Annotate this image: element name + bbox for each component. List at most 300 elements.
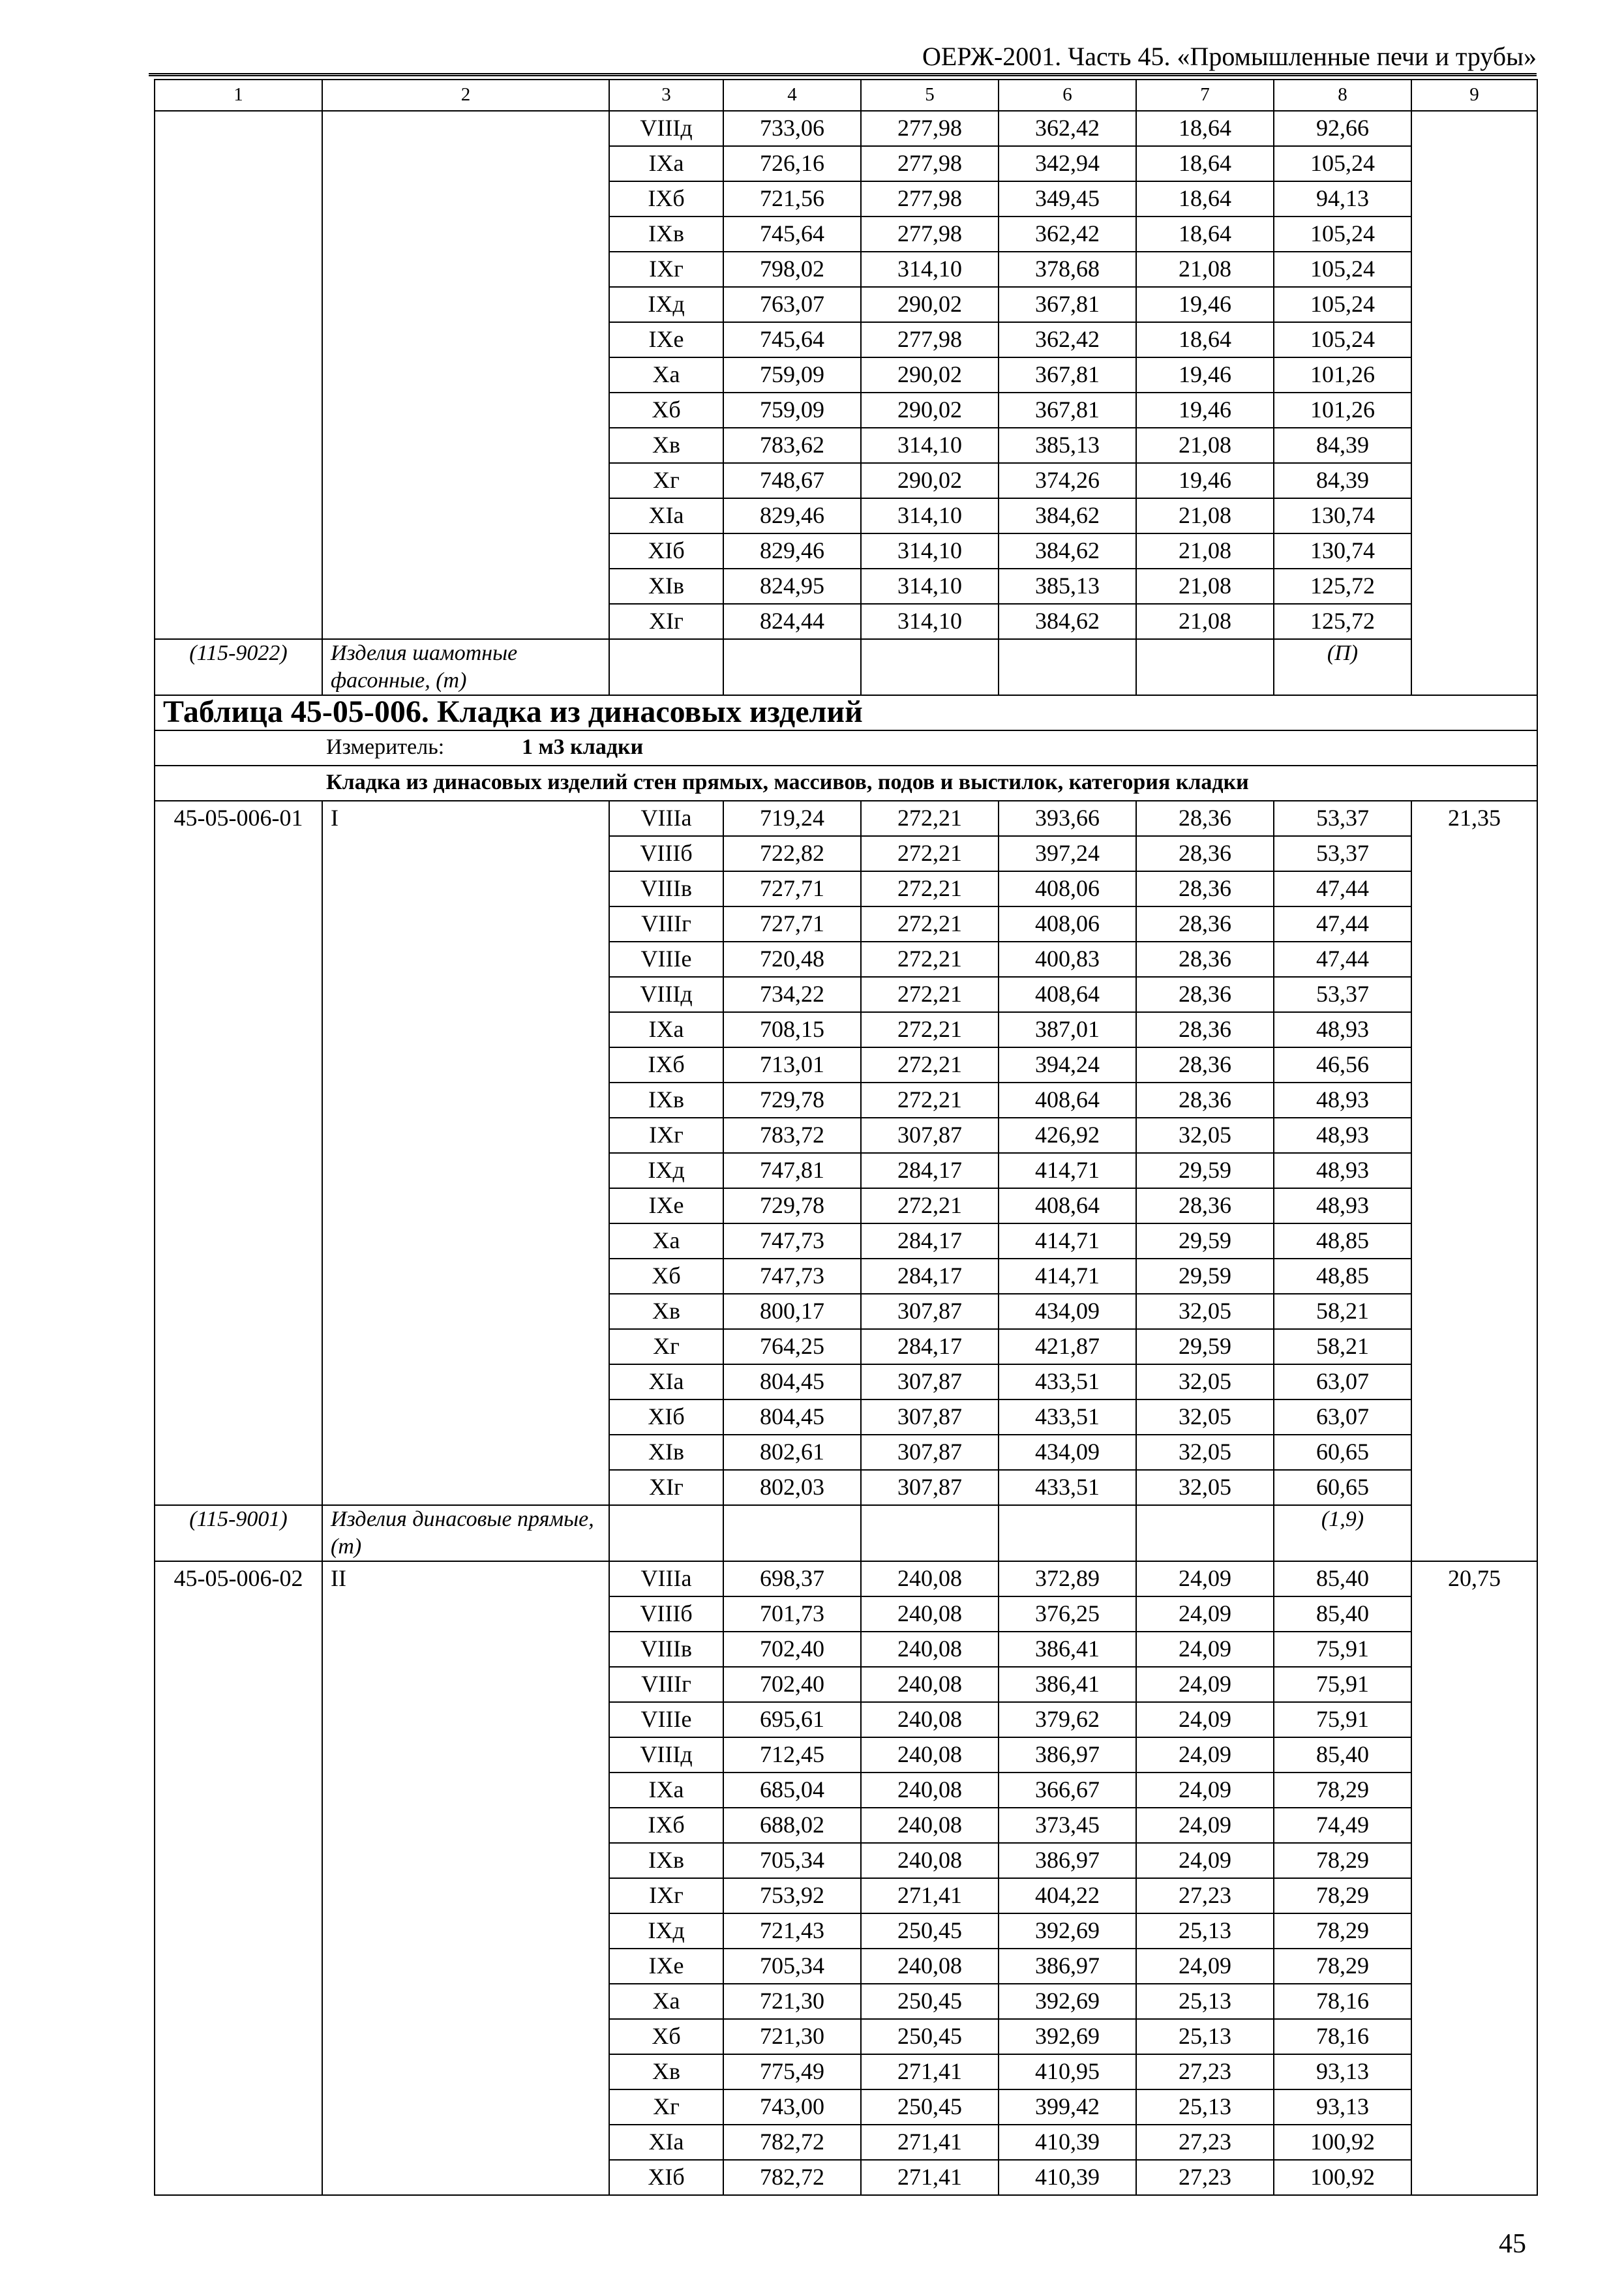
value-cell: 28,36	[1136, 977, 1274, 1012]
value-cell: 804,45	[723, 1399, 861, 1435]
value-cell: 48,93	[1274, 1012, 1411, 1047]
value-cell: 24,09	[1136, 1773, 1274, 1808]
mark-cell: Xв	[609, 1294, 723, 1329]
value-cell: 277,98	[861, 217, 999, 252]
mark-cell: VIIIб	[609, 1596, 723, 1632]
value-cell: 272,21	[861, 836, 999, 871]
value-cell: 433,51	[999, 1470, 1136, 1505]
value-cell: 24,09	[1136, 1702, 1274, 1737]
value-cell: 101,26	[1274, 357, 1411, 393]
column-header: 1	[155, 80, 322, 111]
measure-value: 1 м3 кладки	[522, 735, 644, 759]
empty-cell	[999, 1505, 1136, 1561]
value-cell: 32,05	[1136, 1294, 1274, 1329]
value-cell: 28,36	[1136, 801, 1274, 836]
value-cell: 705,34	[723, 1843, 861, 1878]
column-header: 7	[1136, 80, 1274, 111]
empty-cell	[609, 639, 723, 695]
value-cell: 271,41	[861, 1878, 999, 1913]
column-header: 9	[1411, 80, 1537, 111]
value-cell: 27,23	[1136, 2054, 1274, 2089]
page-number: 45	[1499, 2229, 1526, 2259]
value-cell: 386,97	[999, 1737, 1136, 1773]
value-cell: 277,98	[861, 111, 999, 146]
value-cell: 18,64	[1136, 111, 1274, 146]
value-cell: 747,81	[723, 1153, 861, 1188]
value-cell: 48,85	[1274, 1259, 1411, 1294]
value-cell: 101,26	[1274, 393, 1411, 428]
value-cell: 394,24	[999, 1047, 1136, 1083]
mark-cell: Xa	[609, 357, 723, 393]
col9-cell: 21,35	[1411, 801, 1537, 1561]
value-cell: 798,02	[723, 252, 861, 287]
value-cell: 393,66	[999, 801, 1136, 836]
value-cell: 48,93	[1274, 1118, 1411, 1153]
value-cell: 384,62	[999, 604, 1136, 639]
value-cell: 747,73	[723, 1223, 861, 1259]
value-cell: 701,73	[723, 1596, 861, 1632]
value-cell: 745,64	[723, 322, 861, 357]
value-cell: 695,61	[723, 1702, 861, 1737]
value-cell: 240,08	[861, 1843, 999, 1878]
value-cell: 240,08	[861, 1632, 999, 1667]
empty-cell	[861, 1505, 999, 1561]
value-cell: 240,08	[861, 1737, 999, 1773]
material-code: (115-9001)	[155, 1505, 322, 1561]
mark-cell: IXд	[609, 1153, 723, 1188]
value-cell: 19,46	[1136, 463, 1274, 498]
value-cell: 272,21	[861, 1188, 999, 1223]
column-header: 6	[999, 80, 1136, 111]
mark-cell: Xб	[609, 2019, 723, 2054]
value-cell: 32,05	[1136, 1399, 1274, 1435]
value-cell: 277,98	[861, 181, 999, 217]
value-cell: 32,05	[1136, 1118, 1274, 1153]
value-cell: 130,74	[1274, 533, 1411, 569]
value-cell: 759,09	[723, 393, 861, 428]
value-cell: 410,95	[999, 2054, 1136, 2089]
value-cell: 74,49	[1274, 1808, 1411, 1843]
mark-cell: IXв	[609, 1843, 723, 1878]
value-cell: 85,40	[1274, 1596, 1411, 1632]
value-cell: 48,85	[1274, 1223, 1411, 1259]
value-cell: 272,21	[861, 1083, 999, 1118]
mark-cell: XIв	[609, 1435, 723, 1470]
column-header-row	[155, 80, 1537, 111]
mark-cell: Xв	[609, 428, 723, 463]
page-header	[149, 40, 1537, 76]
value-cell: 18,64	[1136, 181, 1274, 217]
mark-cell: IXe	[609, 1188, 723, 1223]
value-cell: 29,59	[1136, 1153, 1274, 1188]
value-cell: 21,08	[1136, 498, 1274, 533]
value-cell: 47,44	[1274, 906, 1411, 942]
value-cell: 24,09	[1136, 1843, 1274, 1878]
value-cell: 272,21	[861, 942, 999, 977]
value-cell: 386,41	[999, 1632, 1136, 1667]
value-cell: 290,02	[861, 287, 999, 322]
value-cell: 240,08	[861, 1561, 999, 1596]
value-cell: 408,06	[999, 871, 1136, 906]
mark-cell: Xa	[609, 1223, 723, 1259]
value-cell: 392,69	[999, 2019, 1136, 2054]
value-cell: 18,64	[1136, 146, 1274, 181]
value-cell: 386,41	[999, 1667, 1136, 1702]
empty-cell	[999, 639, 1136, 695]
mark-cell: Xa	[609, 1984, 723, 2019]
col9-cell	[1411, 111, 1537, 695]
value-cell: 84,39	[1274, 428, 1411, 463]
mark-cell: IXд	[609, 1913, 723, 1949]
value-cell: 713,01	[723, 1047, 861, 1083]
value-cell: 75,91	[1274, 1667, 1411, 1702]
category-cell	[322, 111, 609, 639]
empty-cell	[1136, 639, 1274, 695]
value-cell: 25,13	[1136, 2089, 1274, 2125]
value-cell: 747,73	[723, 1259, 861, 1294]
table-row	[155, 111, 1537, 146]
value-cell: 19,46	[1136, 393, 1274, 428]
value-cell: 307,87	[861, 1470, 999, 1505]
value-cell: 84,39	[1274, 463, 1411, 498]
value-cell: 271,41	[861, 2125, 999, 2160]
value-cell: 753,92	[723, 1878, 861, 1913]
value-cell: 314,10	[861, 252, 999, 287]
mark-cell: VIIIa	[609, 1561, 723, 1596]
value-cell: 28,36	[1136, 1188, 1274, 1223]
value-cell: 32,05	[1136, 1470, 1274, 1505]
value-cell: 392,69	[999, 1913, 1136, 1949]
mark-cell: VIIIa	[609, 801, 723, 836]
column-header: 3	[609, 80, 723, 111]
value-cell: 408,64	[999, 1083, 1136, 1118]
value-cell: 434,09	[999, 1294, 1136, 1329]
value-cell: 25,13	[1136, 1984, 1274, 2019]
value-cell: 734,22	[723, 977, 861, 1012]
value-cell: 105,24	[1274, 322, 1411, 357]
mark-cell: VIIIг	[609, 1667, 723, 1702]
value-cell: 386,97	[999, 1843, 1136, 1878]
value-cell: 349,45	[999, 181, 1136, 217]
column-header: 5	[861, 80, 999, 111]
mark-cell: Xв	[609, 2054, 723, 2089]
mark-cell: XIa	[609, 498, 723, 533]
value-cell: 433,51	[999, 1399, 1136, 1435]
value-cell: 18,64	[1136, 217, 1274, 252]
mark-cell: IXв	[609, 217, 723, 252]
value-cell: 290,02	[861, 463, 999, 498]
value-cell: 130,74	[1274, 498, 1411, 533]
value-cell: 783,62	[723, 428, 861, 463]
value-cell: 307,87	[861, 1435, 999, 1470]
value-cell: 63,07	[1274, 1364, 1411, 1399]
value-cell: 21,08	[1136, 569, 1274, 604]
value-cell: 387,01	[999, 1012, 1136, 1047]
value-cell: 25,13	[1136, 2019, 1274, 2054]
value-cell: 48,93	[1274, 1083, 1411, 1118]
value-cell: 729,78	[723, 1083, 861, 1118]
measure-label: Измеритель:	[326, 735, 445, 759]
value-cell: 378,68	[999, 252, 1136, 287]
value-cell: 702,40	[723, 1632, 861, 1667]
value-cell: 782,72	[723, 2125, 861, 2160]
value-cell: 27,23	[1136, 2125, 1274, 2160]
value-cell: 21,08	[1136, 252, 1274, 287]
value-cell: 48,93	[1274, 1153, 1411, 1188]
mark-cell: IXa	[609, 146, 723, 181]
value-cell: 60,65	[1274, 1470, 1411, 1505]
mark-cell: IXб	[609, 1808, 723, 1843]
value-cell: 414,71	[999, 1223, 1136, 1259]
value-cell: 685,04	[723, 1773, 861, 1808]
value-cell: 47,44	[1274, 942, 1411, 977]
value-cell: 240,08	[861, 1773, 999, 1808]
value-cell: 58,21	[1274, 1294, 1411, 1329]
mark-cell: XIa	[609, 1364, 723, 1399]
column-header: 2	[322, 80, 609, 111]
value-cell: 78,29	[1274, 1843, 1411, 1878]
code-cell: 45-05-006-01	[155, 801, 322, 1505]
value-cell: 250,45	[861, 1984, 999, 2019]
value-cell: 748,67	[723, 463, 861, 498]
value-cell: 367,81	[999, 393, 1136, 428]
material-row	[155, 1505, 1537, 1561]
value-cell: 829,46	[723, 533, 861, 569]
value-cell: 100,92	[1274, 2125, 1411, 2160]
value-cell: 24,09	[1136, 1808, 1274, 1843]
mark-cell: IXг	[609, 1118, 723, 1153]
category-title: Кладка из динасовых изделий стен прямых, массивов, подов и выстилок, категория кладки	[155, 766, 1537, 801]
value-cell: 290,02	[861, 357, 999, 393]
value-cell: 385,13	[999, 428, 1136, 463]
value-cell: 28,36	[1136, 1012, 1274, 1047]
value-cell: 25,13	[1136, 1913, 1274, 1949]
value-cell: 240,08	[861, 1667, 999, 1702]
value-cell: 367,81	[999, 357, 1136, 393]
empty-cell	[723, 639, 861, 695]
value-cell: 688,02	[723, 1808, 861, 1843]
value-cell: 271,41	[861, 2054, 999, 2089]
value-cell: 85,40	[1274, 1737, 1411, 1773]
category-title-row	[155, 766, 1537, 801]
value-cell: 272,21	[861, 977, 999, 1012]
value-cell: 434,09	[999, 1435, 1136, 1470]
empty-cell	[723, 1505, 861, 1561]
value-cell: 29,59	[1136, 1223, 1274, 1259]
mark-cell: VIIIб	[609, 836, 723, 871]
mark-cell: Xг	[609, 2089, 723, 2125]
value-cell: 100,92	[1274, 2160, 1411, 2195]
value-cell: 410,39	[999, 2125, 1136, 2160]
column-header: 8	[1274, 80, 1411, 111]
material-name: Изделия динасовые прямые, (т)	[322, 1505, 609, 1561]
value-cell: 712,45	[723, 1737, 861, 1773]
value-cell: 386,97	[999, 1949, 1136, 1984]
value-cell: 125,72	[1274, 604, 1411, 639]
material-row	[155, 639, 1537, 695]
mark-cell: IXв	[609, 1083, 723, 1118]
value-cell: 727,71	[723, 906, 861, 942]
value-cell: 28,36	[1136, 1047, 1274, 1083]
value-cell: 307,87	[861, 1118, 999, 1153]
value-cell: 53,37	[1274, 977, 1411, 1012]
value-cell: 399,42	[999, 2089, 1136, 2125]
value-cell: 314,10	[861, 498, 999, 533]
value-cell: 240,08	[861, 1808, 999, 1843]
value-cell: 250,45	[861, 1913, 999, 1949]
mark-cell: VIIIд	[609, 1737, 723, 1773]
value-cell: 385,13	[999, 569, 1136, 604]
value-cell: 408,64	[999, 977, 1136, 1012]
value-cell: 93,13	[1274, 2089, 1411, 2125]
code-cell	[155, 111, 322, 639]
value-cell: 782,72	[723, 2160, 861, 2195]
value-cell: 702,40	[723, 1667, 861, 1702]
value-cell: 426,92	[999, 1118, 1136, 1153]
value-cell: 733,06	[723, 111, 861, 146]
mark-cell: VIIIв	[609, 1632, 723, 1667]
value-cell: 314,10	[861, 569, 999, 604]
value-cell: 32,05	[1136, 1364, 1274, 1399]
value-cell: 314,10	[861, 533, 999, 569]
mark-cell: VIIIд	[609, 111, 723, 146]
value-cell: 53,37	[1274, 801, 1411, 836]
value-cell: 85,40	[1274, 1561, 1411, 1596]
value-cell: 93,13	[1274, 2054, 1411, 2089]
value-cell: 708,15	[723, 1012, 861, 1047]
value-cell: 376,25	[999, 1596, 1136, 1632]
value-cell: 125,72	[1274, 569, 1411, 604]
mark-cell: IXe	[609, 1949, 723, 1984]
value-cell: 105,24	[1274, 287, 1411, 322]
mark-cell: XIб	[609, 533, 723, 569]
value-cell: 78,16	[1274, 2019, 1411, 2054]
value-cell: 721,30	[723, 2019, 861, 2054]
value-cell: 379,62	[999, 1702, 1136, 1737]
value-cell: 105,24	[1274, 217, 1411, 252]
value-cell: 240,08	[861, 1949, 999, 1984]
value-cell: 719,24	[723, 801, 861, 836]
value-cell: 410,39	[999, 2160, 1136, 2195]
value-cell: 24,09	[1136, 1596, 1274, 1632]
value-cell: 240,08	[861, 1702, 999, 1737]
value-cell: 272,21	[861, 801, 999, 836]
value-cell: 284,17	[861, 1223, 999, 1259]
mark-cell: VIIIe	[609, 942, 723, 977]
value-cell: 384,62	[999, 533, 1136, 569]
price-table	[154, 79, 1538, 2196]
mark-cell: IXб	[609, 181, 723, 217]
value-cell: 250,45	[861, 2089, 999, 2125]
value-cell: 384,62	[999, 498, 1136, 533]
value-cell: 366,67	[999, 1773, 1136, 1808]
value-cell: 374,26	[999, 463, 1136, 498]
value-cell: 705,34	[723, 1949, 861, 1984]
mark-cell: Xг	[609, 1329, 723, 1364]
value-cell: 21,08	[1136, 604, 1274, 639]
value-cell: 92,66	[1274, 111, 1411, 146]
value-cell: 414,71	[999, 1259, 1136, 1294]
value-cell: 63,07	[1274, 1399, 1411, 1435]
value-cell: 75,91	[1274, 1632, 1411, 1667]
value-cell: 272,21	[861, 906, 999, 942]
value-cell: 290,02	[861, 393, 999, 428]
value-cell: 722,82	[723, 836, 861, 871]
value-cell: 24,09	[1136, 1949, 1274, 1984]
value-cell: 745,64	[723, 217, 861, 252]
value-cell: 284,17	[861, 1259, 999, 1294]
value-cell: 271,41	[861, 2160, 999, 2195]
value-cell: 307,87	[861, 1399, 999, 1435]
value-cell: 29,59	[1136, 1329, 1274, 1364]
mark-cell: XIв	[609, 569, 723, 604]
value-cell: 24,09	[1136, 1632, 1274, 1667]
value-cell: 28,36	[1136, 942, 1274, 977]
value-cell: 314,10	[861, 428, 999, 463]
material-name: Изделия шамотные фасонные, (т)	[322, 639, 609, 695]
value-cell: 726,16	[723, 146, 861, 181]
table-title: Таблица 45-05-006. Кладка из динасовых изделий	[155, 695, 1537, 730]
mark-cell: VIIIв	[609, 871, 723, 906]
empty-cell	[861, 639, 999, 695]
value-cell: 53,37	[1274, 836, 1411, 871]
value-cell: 29,59	[1136, 1259, 1274, 1294]
value-cell: 743,00	[723, 2089, 861, 2125]
value-cell: 362,42	[999, 111, 1136, 146]
value-cell: 78,16	[1274, 1984, 1411, 2019]
value-cell: 28,36	[1136, 906, 1274, 942]
material-code: (115-9022)	[155, 639, 322, 695]
mark-cell: IXa	[609, 1773, 723, 1808]
value-cell: 397,24	[999, 836, 1136, 871]
mark-cell: Xг	[609, 463, 723, 498]
value-cell: 105,24	[1274, 146, 1411, 181]
column-header: 4	[723, 80, 861, 111]
value-cell: 764,25	[723, 1329, 861, 1364]
mark-cell: XIб	[609, 1399, 723, 1435]
value-cell: 362,42	[999, 322, 1136, 357]
value-cell: 775,49	[723, 2054, 861, 2089]
table-row	[155, 801, 1537, 836]
empty-cell	[1136, 1505, 1274, 1561]
value-cell: 32,05	[1136, 1435, 1274, 1470]
value-cell: 58,21	[1274, 1329, 1411, 1364]
mark-cell: XIг	[609, 604, 723, 639]
value-cell: 78,29	[1274, 1949, 1411, 1984]
value-cell: 21,08	[1136, 533, 1274, 569]
value-cell: 24,09	[1136, 1737, 1274, 1773]
mark-cell: VIIIд	[609, 977, 723, 1012]
value-cell: 284,17	[861, 1153, 999, 1188]
value-cell: 75,91	[1274, 1702, 1411, 1737]
category-cell: I	[322, 801, 609, 1505]
value-cell: 698,37	[723, 1561, 861, 1596]
value-cell: 414,71	[999, 1153, 1136, 1188]
value-cell: 804,45	[723, 1364, 861, 1399]
value-cell: 28,36	[1136, 871, 1274, 906]
value-cell: 433,51	[999, 1364, 1136, 1399]
mark-cell: IXa	[609, 1012, 723, 1047]
material-value: (П)	[1274, 639, 1411, 695]
value-cell: 284,17	[861, 1329, 999, 1364]
value-cell: 727,71	[723, 871, 861, 906]
value-cell: 28,36	[1136, 1083, 1274, 1118]
value-cell: 392,69	[999, 1984, 1136, 2019]
value-cell: 307,87	[861, 1364, 999, 1399]
value-cell: 24,09	[1136, 1561, 1274, 1596]
value-cell: 783,72	[723, 1118, 861, 1153]
value-cell: 94,13	[1274, 181, 1411, 217]
